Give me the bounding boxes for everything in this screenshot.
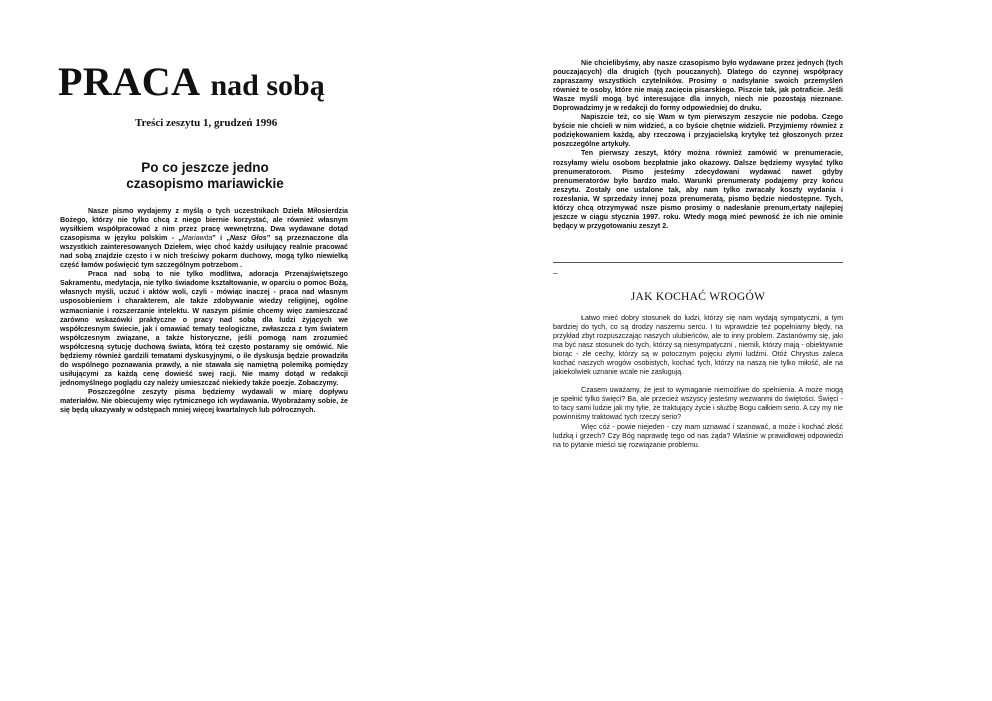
journal-name-nasz-glos: Nasz Głos (230, 234, 267, 243)
masthead-title: PRACA (58, 59, 201, 104)
masthead-subtitle: nad sobą (210, 69, 325, 102)
issue-line: Treści zeszytu 1, grudzeń 1996 (135, 117, 278, 129)
section-divider (553, 262, 843, 263)
paragraph-gap (553, 377, 843, 386)
paragraph: Praca nad sobą to nie tylko modlitwa, adoracja Przenajświętszego Sakramentu, medytacja, nie tylko świadome kształtowanie, w oparciu o pomoc Bożą, własnych myśli, uczuć i aktów woli, czyli - mówiąc inaczej - praca nad własnym usposobieniem i charakterem, ale także zdobywanie wiedzy religijnej, ogólne wzmacnianie i rozszerzanie intelektu. W naszym piśmie chcemy więc zamieszczać zarówno wskazówki praktyczne o pracy nad sobą dla ludzi żyjących we współczesnym świecie, jak i omawiać tematy teologiczne, zwłaszcza z tym światem współczesnym związane, a także historyczne, jeśli pomogą nam zrozumieć współczesną sytucję duchową świata, którą też często postaramy się omówić. Nie będziemy również gardzili tematami dyskusyjnymi, o ile dyskusja będzie prowadziła do wspólnego poznawania prawdy, a nie stawała się namiętną polemiką pomiędzy usiłującymi za każdą cenę dowieść swej racji. Nie mamy dotąd w redakcji jednomyślnego poglądu czy należy umieszczać niekiedy także poezje. Zobaczymy. (60, 270, 348, 387)
masthead (58, 58, 458, 105)
article-2-body (553, 314, 843, 450)
journal-name-mariawita: Mariawita (181, 234, 213, 243)
paragraph-text: ” i „ (212, 234, 231, 243)
article-2-title: JAK KOCHAĆ WROGÓW (630, 291, 766, 303)
paragraph: Ten pierwszy zeszyt, który można również zamówić w prenumeracie, rozsyłamy wielu osobom bezpłatnie jako okazowy. Dalsze będziemy wysyłać tylko prenumeratorom. Pismo jesteśmy zdecydowani wydawać nawet gdyby prenumeratorów było bardzo mało. Warunki prenumeraty podajemy przy końcu zeszytu. Zostały one ustalone tak, aby nam tylko zwracały koszty wydania i rozesłania. W sprzedaży innej poza prenumeratą, pismo będzie niedostępne. Tych, którzy chcą otrzymywać nsze pismo prosimy o nadesłanie prenum,ertaty najlepiej jeszcze w ciągu stycznia 1997. roku. Wtedy mogą mieć pewność że ich nie ominie będący w przygotowaniu zeszyt 2. (553, 149, 843, 230)
divider-dash: _ (553, 265, 558, 274)
article-title-line-2: czasopismo mariawickie (126, 176, 284, 191)
article-title-line-1: Po co jeszcze jedno (141, 160, 269, 175)
article-body-continued (553, 59, 843, 231)
paragraph: Czasem uważamy, że jest to wymaganie niemożliwe do spełnienia. A może mogą je spełnić tylko święci? Ba, ale przecież wszyscy jesteśmy wezwanmi do świętości. Święci - to tacy sami ludzie jak my tylie, że traktujący życie i służbę Bogu całkiem serio. A czy my nie powinniśmy traktować tych rzeczy serio? (553, 386, 843, 422)
paragraph: Więc cóż - powie niejeden - czy mam uznawać i szanować, a może i kochać złość ludzką i grzech? Czy Bóg naprawdę tego od nas żąda? Właśnie w prawidłowej odpowiedzi na to pytanie mieści się rozwiązanie problemu. (553, 422, 843, 449)
article-body (60, 207, 348, 415)
article-title (95, 160, 315, 192)
paragraph: Poszczególne zeszyty pisma będziemy wydawali w miarę dopływu materiałów. Nie obiecujemy więc rytmicznego ich wydawania. Wyobrażamy sobie, że się będą ukazywały w odstępach mniej więcej kwartalnych lub półrocznych. (60, 387, 348, 415)
paragraph (60, 207, 348, 270)
paragraph-text: Nasze pismo wydajemy z myślą o tych uczestnikach Dzieła Miłosierdzia Bożego, którzy nie tylko chcą z niego biernie korzystać, ale również własnym wysiłkiem współpracować z nim przez pracę wewnętrzną. Dwa wydawane dotąd czasopisma w języku polskim - „ (60, 207, 348, 243)
right-page (496, 0, 992, 701)
paragraph: Łatwo mieć dobry stosunek do ludzi, którzy się nam wydają sympatyczni, a tym bardziej do tych, co są drodzy naszemu sercu. I tu wprawdzie też popełniamy błędy, na przykład zbyt rozpuszczając naszych ulubieńców, ale to inny problem. Zastanówmy się, jaki ma być nasz stosunek do tych, którzy są niesympatyczni , niemili, którzy mają - obiektywnie biorąc - złe cechy, którzy są w potocznym pojęciu złymi ludźmi. Otóż Chrystus zaleca kochać naszych wrogów osobistych, kochać tych, którzy na naszą nie tylko miłość, ale na jakiekolwiek uznanie wcale nie zasługują. (553, 314, 843, 377)
paragraph: Nie chcielibyśmy, aby nasze czasopismo było wydawane przez jednych (tych pouczających) dla drugich (tych pouczanych). Dlatego do czynnej współpracy zapraszamy wszystkich czytelników. Prosimy o nadsyłanie swoich przemyśleń również te osoby, które nie mają zacięcia pisarskiego. Piszcie tak, jak potraficie. Jeśli Wasze myśli mogą być interesujące dla innych, niech nie pozostają nieznane. Doprowadzimy je w redakcji do formy odpowiedniej do druku. (553, 59, 843, 113)
paragraph-text: ” są przeznaczone dla wszystkich zainteresowanych Dziełem, więc choć każdy usiłujący realnie pracować nad sobą znajdzie często i w nich treściwy pokarm duchowy, mogą tylko niewielką część łamów poświęcić tym szczególnym potrzebom . (60, 234, 348, 270)
paragraph: Napiszcie też, co się Wam w tym pierwszym zeszycie nie podoba. Czego byście nie chcieli w nim widzieć, a co byście chętnie widzieli. Przyjmiemy również z podziękowaniem każdą, aby rzeczową i przyjacielską krytykę też głoszonych przez poszczególne artykuły. (553, 113, 843, 149)
